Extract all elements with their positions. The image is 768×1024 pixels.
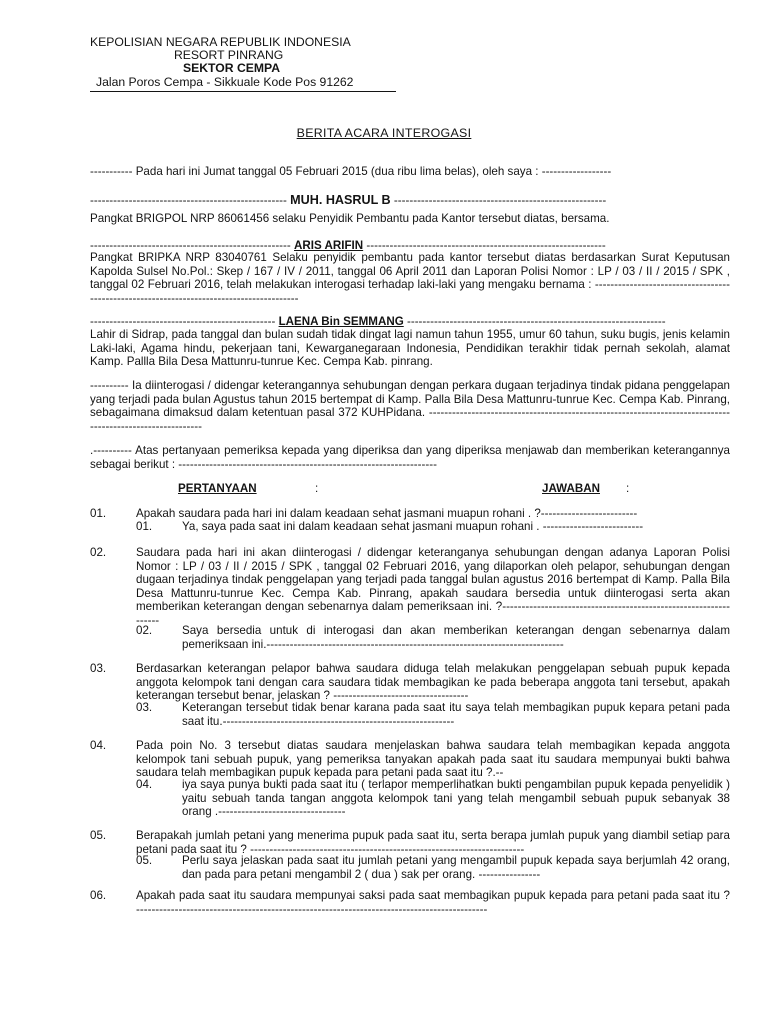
investigator2-desc: Pangkat BRIPKA NRP 83040761 Selaku penyidik pembantu pada kantor tersebut diatas berdasarkan Surat Keputusan Kapolda Sulsel No.Pol.: Skep / 167 / IV / 2011, tanggal 06 April 2011 dan Laporan Polisi Nomor : LP / 03 / II / 2015 / SPK , tanggal 02 Februari 2016, telah melakukan interogasi terhadap laki-laki yang mengaku bernama : ----------------------------------------------------------------------------------------- [90, 251, 730, 305]
letterhead [90, 36, 420, 92]
question-number: 06. [90, 889, 107, 902]
questions-heading: PERTANYAAN [178, 482, 257, 495]
subject-desc: Lahir di Sidrap, pada tanggal dan bulan sudah tidak dingat lagi namun tahun 1955, umur 60 tahun, suku bugis, jenis kelamin Laki-laki, Agama hindu, pekerjaan tani, Kewarganegaraan Indonesia, Pendidikan terakhir tidak pernah sekolah, alamat Kamp. Pallla Bila Desa Mattunru-tunrue Kec. Cempa Kab. pinrang. [90, 328, 730, 369]
investigator1-desc: Pangkat BRIGPOL NRP 86061456 selaku Penyidik Pembantu pada Kantor tersebut diatas, bersama. [90, 212, 610, 225]
investigator1-name-line [90, 194, 730, 208]
question-number: 02. [90, 546, 107, 559]
investigator2-name: ARIS ARIFIN [294, 239, 364, 252]
question-text: Apakah saudara pada hari ini dalam keadaan sehat jasmani muapun rohani . ?------------------------- [136, 507, 638, 520]
question-number: 01. [90, 507, 107, 520]
answers-colon: : [626, 482, 630, 495]
answer-number: 05. [136, 854, 153, 867]
answer-text: iya saya punya bukti pada saat itu ( terlapor memperlihatkan bukti pengambilan pupuk kepada penyelidik ) yaitu sebuah tanda tangan anggota kelompok tani yang telah mengambil sebuah pupuk sebanyak 38 orang .--------------------------------- [182, 778, 730, 819]
dash-separator: --------------------------------------------------- [90, 194, 287, 207]
dash-separator: ------------------------------------------------ [90, 315, 276, 328]
subject-name-line [90, 315, 730, 329]
intro-line: ----------- Pada hari ini Jumat tanggal 05 Februari 2015 (dua ribu lima belas), oleh saya : ------------------ [90, 165, 612, 178]
answer-intro-paragraph: .---------- Atas pertanyaan pemeriksa kepada yang diperiksa dan yang diperiksa menjawab dan memberikan keterangannya sebagai berikut : ------------------------------------------------------------------- [90, 444, 730, 471]
answer-text: Perlu saya jelaskan pada saat itu jumlah petani yang mengambil pupuk kepada saya berjumlah 42 orang, dan pada para petani mengambil 2 ( dua ) sak per orang. ---------------- [182, 854, 730, 881]
dash-separator: ------------------------------------------------------------------- [406, 315, 666, 328]
case-paragraph: ---------- Ia diinterogasi / didengar keterangannya sehubungan dengan perkara dugaan terjadinya tindak pidana penggelapan yang terjadi pada bulan Agustus tahun 2015 bertempat di Kamp. Palla Bila Desa Mattunru-tunrue Kec. Cempa Kab. Pinrang, sebagaimana dimaksud dalam ketentuan pasal 372 KUHPidana. ----------------------------------------------------------------------------------------------------------- [90, 379, 730, 433]
dash-separator: ------------------------------------------------------- [393, 194, 607, 207]
question-text: Saudara pada hari ini akan diinterogasi / didengar keteranganya sehubungan dengan adanya Laporan Polisi Nomor : LP / 03 / II / 2015 / SPK , tanggal 02 Februari 2016, yang dilaporkan oleh pelapor, sehubungan dengan dugaan terjadinya tindak penggelapan yang terjadi pada tanggal bulan agustus 2016 bertempat di Kamp. Palla Bila Desa Mattunru-tunrue Kec. Cempa Kab. Pinrang, apakah saudara bersedia untuk diinterogasi serta akan memberikan keterangan dengan sebenarnya dalam pemeriksaan ini. ?----------------------------------------------------------------- [136, 546, 730, 627]
answer-text: Keterangan tersebut tidak benar karana pada saat itu saya telah membagikan pupuk kepara petani pada saat itu.------------------------------------------------------------ [182, 701, 730, 728]
investigator1-name: MUH. HASRUL B [290, 194, 391, 207]
question-text: Berdasarkan keterangan pelapor bahwa saudara diduga telah melakukan penggelapan sebuah pupuk kepada anggota kelompok tani dengan cara saudara tidak membagikan ke pada beberapa anggota tani tersebut, apakah keterangan tersebut benar, jelaskan ? ----------------------------------- [136, 662, 730, 703]
dash-separator: -------------------------------------------------------------- [366, 239, 606, 252]
answer-number: 02. [136, 624, 153, 637]
letterhead-sector: SEKTOR CEMPA [183, 61, 281, 76]
answer-number: 03. [136, 701, 153, 714]
answer-text: Ya, saya pada saat ini dalam keadaan sehat jasmani muapun rohani . -------------------------- [182, 520, 644, 533]
question-number: 05. [90, 829, 107, 842]
letterhead-resort: RESORT PINRANG [174, 48, 284, 63]
question-number: 04. [90, 739, 107, 752]
answer-number: 01. [136, 520, 153, 533]
dash-separator: ---------------------------------------------------- [90, 239, 291, 252]
questions-colon: : [315, 482, 319, 495]
question-text: Apakah pada saat itu saudara mempunyai saksi pada saat membagikan pupuk kepada para petani pada saat itu ? ------------------------------------------------------------------------------------------- [136, 889, 730, 916]
question-text: Pada poin No. 3 tersebut diatas saudara menjelaskan bahwa saudara telah membagikan kepada anggota kelompok tani sebuah pupuk, yang pemeriksa tanyakan apakah pada saat itu saudara mempunyai bukti bahwa saudara telah membagikan pupuk kepada para petani pada saat itu ?.-- [136, 739, 730, 780]
answer-text: Saya bersedia untuk di interogasi dan akan memberikan keterangan dengan sebenarnya dalam pemeriksaan ini.----------------------------------------------------------------------------- [182, 624, 730, 651]
letterhead-institution: KEPOLISIAN NEGARA REPUBLIK INDONESIA [90, 35, 351, 49]
subject-name: LAENA Bin SEMMANG [278, 315, 404, 328]
question-text: Berapakah jumlah petani yang menerima pupuk pada saat itu, serta berapa jumlah pupuk yang diambil setiap para petani pada saat itu ? ----------------------------------------------------------------------- [136, 829, 730, 856]
answers-heading: JAWABAN [542, 482, 600, 495]
letterhead-address: Jalan Poros Cempa - Sikkuale Kode Pos 91262 [90, 76, 396, 92]
document-title: BERITA ACARA INTEROGASI [296, 126, 472, 140]
question-number: 03. [90, 662, 107, 675]
answer-number: 04. [136, 778, 153, 791]
